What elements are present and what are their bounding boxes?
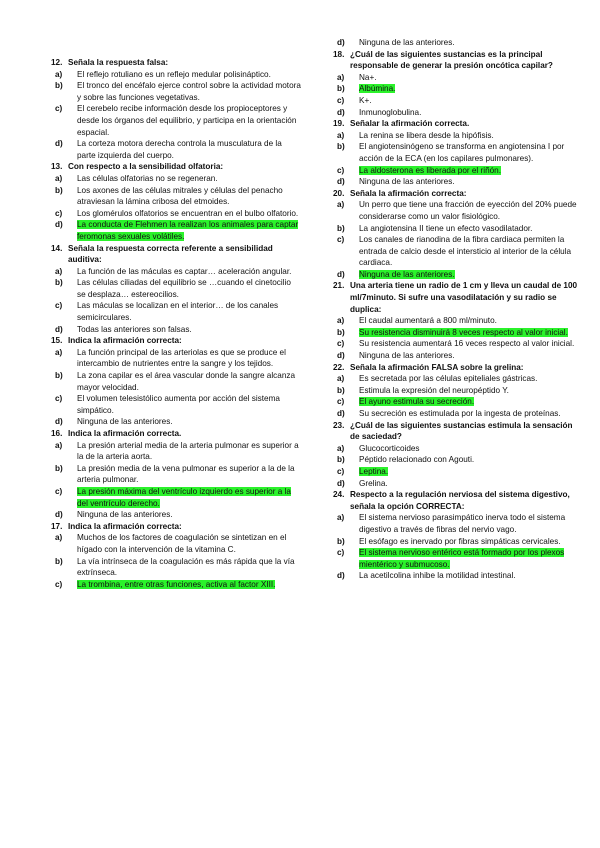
highlighted-answer: Leptina. (359, 466, 389, 476)
answer-option (337, 72, 583, 84)
question-text: Señalar la afirmación correcta. (350, 119, 470, 129)
question-number: 20. (333, 188, 345, 198)
question-item (51, 335, 301, 428)
question-item (333, 362, 583, 420)
question-number: 22. (333, 362, 345, 372)
option-text: La zona capilar es el área vascular donde la sangre alcanza mayor velocidad. (77, 371, 296, 392)
option-letter: c) (337, 95, 345, 105)
answer-option (337, 315, 583, 327)
option-letter: c) (55, 301, 63, 311)
answer-option (55, 347, 301, 370)
option-letter: d) (55, 220, 63, 230)
question-heading (51, 243, 301, 266)
option-letter: c) (337, 397, 345, 407)
option-letter: d) (337, 571, 345, 581)
answer-option (337, 269, 583, 281)
option-text: La vía intrínseca de la coagulación es más rápida que la vía extrínseca. (77, 556, 295, 578)
question-number: 14. (51, 243, 63, 253)
answer-option (55, 556, 301, 579)
option-letter: d) (55, 510, 63, 520)
answer-option (337, 408, 583, 420)
option-letter: a) (337, 374, 345, 384)
question-number: 18. (333, 49, 345, 59)
answer-option (55, 103, 301, 138)
highlighted-answer: Su resistencia disminuirá 8 veces respecto al valor inicial. (359, 327, 568, 337)
option-letter: b) (55, 278, 63, 288)
option-letter: c) (337, 235, 345, 245)
answer-option (337, 223, 583, 235)
answer-option (337, 107, 583, 119)
option-text: El reflejo rotuliano es un reflejo medular polisináptico. (77, 69, 271, 79)
question-heading (51, 161, 301, 173)
answer-option (337, 37, 583, 49)
option-letter: a) (55, 173, 63, 183)
question-text: Señala la afirmación correcta: (350, 188, 467, 198)
answer-option (337, 443, 583, 455)
answer-option (337, 327, 583, 339)
question-item (333, 420, 583, 490)
answer-option (55, 138, 301, 161)
question-item (51, 428, 301, 521)
question-heading (51, 335, 301, 347)
answer-option (337, 350, 583, 362)
answer-option (337, 570, 583, 582)
option-text: Las células ciliadas del equilibrio se …cuando el cinetocilio se desplaza… estereocilios. (77, 278, 291, 299)
option-letter: b) (337, 536, 345, 546)
highlighted-answer: La trombina, entre otras funciones, activa al factor XIII. (77, 579, 276, 589)
question-number: 23. (333, 420, 345, 430)
highlighted-answer: La aldosterona es liberada por el riñón. (359, 165, 502, 175)
question-number: 17. (51, 521, 63, 531)
highlighted-answer: Ninguna de las anteriores. (359, 269, 455, 279)
option-text: La presión media de la vena pulmonar es superior a la de la arteria pulmonar. (77, 463, 295, 485)
option-letter: a) (337, 130, 345, 140)
answer-option (55, 324, 301, 336)
option-text: Ninguna de las anteriores. (359, 38, 455, 47)
question-number: 24. (333, 490, 345, 500)
option-letter: b) (55, 81, 63, 91)
option-text: La renina se libera desde la hipófisis. (359, 130, 494, 140)
answer-option (55, 300, 301, 323)
answer-option (337, 234, 583, 269)
option-text: La presión arterial media de la arteria pulmonar es superior a la de la arteria aorta. (77, 440, 299, 462)
option-letter: c) (337, 466, 345, 476)
option-letter: c) (55, 104, 63, 114)
option-letter: c) (55, 394, 63, 404)
option-letter: a) (337, 513, 345, 523)
option-letter: a) (337, 316, 345, 326)
answer-option (55, 486, 301, 509)
answer-option (337, 373, 583, 385)
option-text: Su resistencia aumentará 16 veces respecto al valor inicial. (359, 339, 575, 349)
option-text: El cerebelo recibe información desde los propioceptores y desde los órganos del equilibrio, y participa en la orientación espacial. (77, 104, 297, 137)
option-text (77, 219, 301, 242)
question-text: Señala la afirmación FALSA sobre la grelina: (350, 362, 524, 372)
option-text: Inmunoglobulina. (359, 107, 422, 117)
answer-option (337, 547, 583, 570)
question-text: Una arteria tiene un radio de 1 cm y lleva un caudal de 100 ml/7minuto. Si sufre una vasodilatación y su radio se duplica: (350, 281, 578, 314)
option-letter: d) (55, 139, 63, 149)
option-letter: b) (55, 556, 63, 566)
highlighted-answer: El ayuno estimula su secreción. (359, 397, 475, 407)
option-text (77, 579, 301, 591)
question-heading (333, 49, 583, 72)
question-item (333, 188, 583, 281)
option-text: Las células olfatorias no se regeneran. (77, 173, 218, 183)
question-text: Indica la afirmación correcta: (68, 521, 182, 531)
option-letter: d) (337, 478, 345, 488)
answer-option (337, 338, 583, 350)
answer-option (337, 512, 583, 535)
option-text: Las máculas se localizan en el interior… de los canales semicirculares. (77, 301, 279, 323)
answer-option (337, 130, 583, 142)
question-number: 16. (51, 429, 63, 438)
option-text: Todas las anteriores son falsas. (77, 324, 192, 334)
option-text: El esófago es inervado por fibras simpáticas cervicales. (359, 536, 561, 546)
option-text: Los canales de rianodina de la fibra cardiaca permiten la entrada de calcio desde el intersticio al interior de la célula cardiaca. (359, 235, 572, 268)
question-heading (51, 428, 301, 440)
question-item (333, 49, 583, 119)
question-item (51, 161, 301, 242)
option-text: El tronco del encéfalo ejerce control sobre la actividad motora y sobre las funciones vegetativas. (77, 81, 301, 102)
option-text: Péptido relacionado con Agouti. (359, 455, 475, 465)
highlighted-answer: El sistema nervioso entérico está formado por los plexos mientérico y submucoso. (359, 548, 565, 569)
option-letter: d) (55, 417, 63, 427)
option-text: El sistema nervioso parasimpático inerva todo el sistema digestivo a través de fibras del nervio vago. (359, 513, 566, 534)
question-heading (333, 362, 583, 374)
option-letter: c) (55, 579, 63, 589)
question-heading (51, 521, 301, 533)
answer-option (337, 83, 583, 95)
question-text: Con respecto a la sensibilidad olfatoria: (68, 162, 224, 172)
option-text: Glucocorticoides (359, 443, 420, 453)
option-text: La corteza motora derecha controla la musculatura de la parte izquierda del cuerpo. (77, 139, 282, 160)
answer-option (55, 579, 301, 591)
question-item (333, 118, 583, 188)
answer-option (55, 219, 301, 242)
left-column (51, 57, 301, 590)
answer-option (55, 393, 301, 416)
question-text: Indica la afirmación correcta: (68, 336, 182, 346)
answer-option (337, 454, 583, 466)
question-number: 21. (333, 281, 345, 291)
option-letter: a) (337, 200, 345, 210)
answer-option (337, 141, 583, 164)
answer-option (55, 185, 301, 208)
option-text (359, 547, 583, 570)
option-text: Los glomérulos olfatorios se encuentran en el bulbo olfatorio. (77, 208, 299, 218)
answer-option (55, 208, 301, 220)
answer-option (55, 463, 301, 486)
option-text: La función principal de las arteriolas es que se produce el intercambio de nutrientes entre la sangre y los tejidos. (77, 347, 286, 369)
question-heading (333, 188, 583, 200)
answer-option (337, 199, 583, 222)
question-item (333, 280, 583, 361)
question-item (51, 521, 301, 591)
option-text: Su secreción es estimulada por la ingesta de proteínas. (359, 409, 561, 418)
question-number: 13. (51, 162, 63, 172)
option-text: Na+. (359, 72, 377, 82)
option-letter: d) (337, 38, 345, 47)
option-text: Muchos de los factores de coagulación se sintetizan en el hígado con la intervención de la vitamina C. (77, 533, 287, 554)
answer-option (337, 396, 583, 408)
answer-option (55, 416, 301, 428)
answer-option (55, 277, 301, 300)
option-text (359, 83, 583, 95)
option-letter: c) (55, 208, 63, 218)
option-letter: a) (55, 440, 63, 450)
option-text (359, 466, 583, 478)
option-letter: b) (55, 371, 63, 381)
option-text: Ninguna de las anteriores. (77, 510, 173, 520)
option-letter: c) (337, 165, 345, 175)
highlighted-answer: Albúmina. (359, 84, 396, 94)
option-text: Estimula la expresión del neuropéptido Y. (359, 385, 509, 395)
option-text (359, 165, 583, 177)
option-letter: b) (337, 385, 345, 395)
highlighted-answer: La conducta de Flehmen la realizan los animales para captar feromonas sexuales volátiles. (77, 220, 299, 241)
question-text: Indica la afirmación correcta. (68, 429, 182, 438)
question-text: Respecto a la regulación nerviosa del sistema digestivo, señala la opción CORRECTA: (350, 490, 570, 511)
option-text (359, 269, 583, 281)
option-text: Ninguna de las anteriores. (359, 351, 455, 361)
question-text: ¿Cuál de las siguientes sustancias estimula la sensación de saciedad? (350, 420, 573, 442)
option-text: Es secretada por las células epiteliales gástricas. (359, 374, 538, 384)
question-text: ¿Cuál de las siguientes sustancias es la principal responsable de generar la presión oncótica capilar? (350, 49, 553, 71)
option-letter: a) (55, 347, 63, 357)
option-text: La angiotensina II tiene un efecto vasodilatador. (359, 223, 533, 233)
question-number: 12. (51, 58, 63, 67)
answer-option (55, 440, 301, 463)
answer-option (55, 266, 301, 278)
answer-option (55, 69, 301, 81)
option-text: El caudal aumentará a 800 ml/minuto. (359, 316, 497, 326)
question-number: 15. (51, 336, 63, 346)
option-letter: b) (337, 142, 345, 152)
option-text (77, 486, 301, 509)
question-heading (333, 118, 583, 130)
option-text: Grelina. (359, 478, 388, 488)
option-letter: d) (337, 269, 345, 279)
option-text: Ninguna de las anteriores. (77, 417, 173, 427)
option-letter: d) (337, 177, 345, 187)
option-letter: b) (55, 463, 63, 473)
option-letter: d) (55, 324, 63, 334)
option-text (359, 327, 583, 339)
answer-option (337, 478, 583, 490)
answer-option (337, 176, 583, 188)
option-letter: b) (337, 455, 345, 465)
answer-option (337, 385, 583, 397)
option-letter: d) (337, 107, 345, 117)
question-item (51, 57, 301, 161)
option-text (359, 396, 583, 408)
option-letter: d) (337, 351, 345, 361)
option-letter: a) (337, 443, 345, 453)
question-item (51, 243, 301, 336)
question-heading (333, 280, 583, 315)
option-text: La función de las máculas es captar… aceleración angular. (77, 266, 292, 276)
answer-option (55, 80, 301, 103)
option-text: Un perro que tiene una fracción de eyección del 20% puede considerarse como un valor fisiológico. (359, 200, 577, 221)
option-text: K+. (359, 95, 372, 105)
option-letter: b) (337, 84, 345, 94)
option-text: El angiotensinógeno se transforma en angiotensina I por acción de la ECA (en los capilares pulmonares). (359, 142, 565, 163)
answer-option (55, 509, 301, 521)
answer-option (55, 370, 301, 393)
option-letter: b) (337, 327, 345, 337)
highlighted-answer: La presión máxima del ventrículo izquierdo es superior a la del ventrículo derecho. (77, 486, 291, 508)
option-letter: c) (55, 486, 63, 496)
option-text: Los axones de las células mitrales y células del penacho atraviesan la lámina cribosa del etmoides. (77, 185, 283, 207)
question-heading (333, 420, 583, 443)
option-letter: a) (337, 72, 345, 82)
option-text: Ninguna de las anteriores. (359, 177, 455, 187)
question-number: 19. (333, 119, 345, 129)
answer-option (337, 165, 583, 177)
question-heading (51, 57, 301, 69)
option-letter: a) (55, 69, 63, 79)
option-letter: d) (337, 409, 345, 418)
question-text: Señala la respuesta falsa: (68, 58, 169, 67)
right-column (333, 37, 583, 582)
question-item (333, 489, 583, 582)
option-text: El volumen telesistólico aumenta por acción del sistema simpático. (77, 394, 280, 415)
option-letter: a) (55, 533, 63, 543)
answer-option (337, 95, 583, 107)
option-letter: c) (337, 548, 345, 558)
answer-option (337, 536, 583, 548)
option-text: La acetilcolina inhibe la motilidad intestinal. (359, 571, 516, 581)
answer-option (337, 466, 583, 478)
question-heading (333, 489, 583, 512)
question-text: Señala la respuesta correcta referente a sensibilidad auditiva: (68, 243, 273, 265)
answer-option (55, 173, 301, 185)
answer-option (55, 532, 301, 555)
option-letter: a) (55, 266, 63, 276)
option-letter: c) (337, 339, 345, 349)
option-letter: b) (55, 185, 63, 195)
option-letter: b) (337, 223, 345, 233)
